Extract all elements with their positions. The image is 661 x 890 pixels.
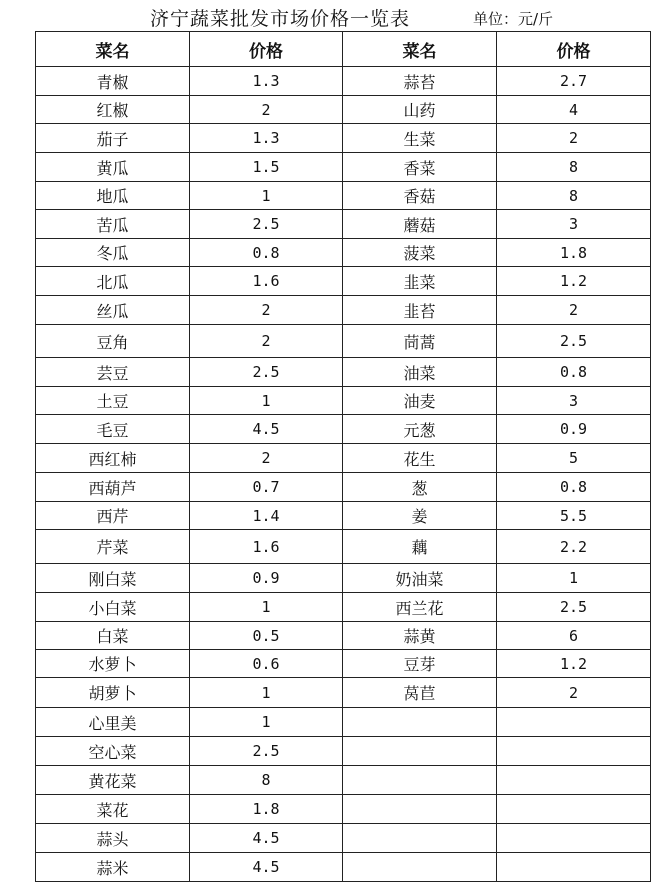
vegetable-name-cell: 菜花 <box>36 795 190 824</box>
price-cell: 0.8 <box>497 473 651 502</box>
table-row <box>36 502 651 530</box>
vegetable-name-cell: 胡萝卜 <box>36 678 190 708</box>
price-cell: 2 <box>190 96 343 124</box>
table-row <box>36 67 651 96</box>
vegetable-name-cell: 土豆 <box>36 387 190 415</box>
table-row <box>36 415 651 444</box>
price-cell: 2 <box>497 296 651 325</box>
vegetable-name-cell: 豆角 <box>36 325 190 358</box>
vegetable-name-cell <box>343 853 497 882</box>
table-row <box>36 593 651 622</box>
price-cell: 0.8 <box>497 358 651 387</box>
price-cell: 2.5 <box>497 593 651 622</box>
vegetable-name-cell: 地瓜 <box>36 182 190 210</box>
price-cell: 4.5 <box>190 853 343 882</box>
price-cell: 1.6 <box>190 530 343 564</box>
price-cell: 0.5 <box>190 622 343 650</box>
price-cell: 0.9 <box>190 564 343 593</box>
vegetable-name-cell: 水萝卜 <box>36 650 190 678</box>
unit-label: 单位：元/斤 <box>473 10 554 28</box>
price-cell: 2.5 <box>190 358 343 387</box>
table-row <box>36 325 651 358</box>
price-cell: 1.2 <box>497 267 651 296</box>
vegetable-name-cell: 丝瓜 <box>36 296 190 325</box>
price-cell: 2.5 <box>497 325 651 358</box>
vegetable-name-cell: 西兰花 <box>343 593 497 622</box>
price-cell: 5 <box>497 444 651 473</box>
table-row <box>36 153 651 182</box>
price-cell: 1.4 <box>190 502 343 530</box>
price-cell: 8 <box>190 766 343 795</box>
price-cell: 4 <box>497 96 651 124</box>
vegetable-name-cell: 芹菜 <box>36 530 190 564</box>
price-cell: 2 <box>497 678 651 708</box>
table-row <box>36 678 651 708</box>
title-bar <box>0 0 661 32</box>
price-cell: 3 <box>497 210 651 239</box>
table-row <box>36 182 651 210</box>
price-cell: 1 <box>190 387 343 415</box>
vegetable-name-cell: 冬瓜 <box>36 239 190 267</box>
vegetable-name-cell: 白菜 <box>36 622 190 650</box>
price-cell: 1.8 <box>190 795 343 824</box>
header-price-2: 价格 <box>497 32 651 67</box>
table-row <box>36 239 651 267</box>
price-cell: 1.3 <box>190 67 343 96</box>
price-cell: 4.5 <box>190 824 343 853</box>
vegetable-name-cell: 茄子 <box>36 124 190 153</box>
vegetable-name-cell: 香菜 <box>343 153 497 182</box>
price-cell <box>497 824 651 853</box>
vegetable-name-cell: 苦瓜 <box>36 210 190 239</box>
price-table <box>35 31 651 882</box>
table-row <box>36 387 651 415</box>
vegetable-name-cell: 葱 <box>343 473 497 502</box>
price-cell: 3 <box>497 387 651 415</box>
table-row <box>36 296 651 325</box>
table-row <box>36 473 651 502</box>
vegetable-name-cell: 蘑菇 <box>343 210 497 239</box>
price-cell <box>497 766 651 795</box>
vegetable-name-cell: 韭菜 <box>343 267 497 296</box>
price-cell: 2.5 <box>190 737 343 766</box>
table-row <box>36 444 651 473</box>
price-cell: 0.8 <box>190 239 343 267</box>
table-row <box>36 853 651 882</box>
vegetable-name-cell: 油麦 <box>343 387 497 415</box>
vegetable-name-cell: 北瓜 <box>36 267 190 296</box>
price-cell: 1.3 <box>190 124 343 153</box>
vegetable-name-cell: 黄花菜 <box>36 766 190 795</box>
vegetable-name-cell: 花生 <box>343 444 497 473</box>
table-row <box>36 766 651 795</box>
page-title: 济宁蔬菜批发市场价格一览表 <box>150 8 411 30</box>
price-cell <box>497 708 651 737</box>
vegetable-name-cell: 蒜黄 <box>343 622 497 650</box>
vegetable-name-cell: 毛豆 <box>36 415 190 444</box>
vegetable-name-cell: 蒜头 <box>36 824 190 853</box>
price-cell: 0.6 <box>190 650 343 678</box>
vegetable-name-cell: 香菇 <box>343 182 497 210</box>
vegetable-name-cell: 元葱 <box>343 415 497 444</box>
price-cell: 8 <box>497 182 651 210</box>
table-row <box>36 650 651 678</box>
price-cell: 2.5 <box>190 210 343 239</box>
vegetable-name-cell: 姜 <box>343 502 497 530</box>
table-row <box>36 564 651 593</box>
vegetable-name-cell: 空心菜 <box>36 737 190 766</box>
price-cell: 1 <box>190 708 343 737</box>
vegetable-name-cell: 莴苣 <box>343 678 497 708</box>
price-cell: 0.7 <box>190 473 343 502</box>
price-cell: 1 <box>497 564 651 593</box>
price-cell: 0.9 <box>497 415 651 444</box>
table-row <box>36 124 651 153</box>
price-cell: 1.5 <box>190 153 343 182</box>
vegetable-name-cell <box>343 766 497 795</box>
vegetable-name-cell: 油菜 <box>343 358 497 387</box>
price-cell: 5.5 <box>497 502 651 530</box>
table-row <box>36 96 651 124</box>
vegetable-name-cell <box>343 795 497 824</box>
vegetable-name-cell: 黄瓜 <box>36 153 190 182</box>
vegetable-name-cell: 芸豆 <box>36 358 190 387</box>
vegetable-name-cell: 豆芽 <box>343 650 497 678</box>
table-row <box>36 795 651 824</box>
price-cell: 2.2 <box>497 530 651 564</box>
vegetable-name-cell: 生菜 <box>343 124 497 153</box>
vegetable-name-cell: 蒜米 <box>36 853 190 882</box>
price-cell: 2.7 <box>497 67 651 96</box>
price-cell <box>497 737 651 766</box>
price-cell: 2 <box>190 325 343 358</box>
vegetable-name-cell: 青椒 <box>36 67 190 96</box>
vegetable-name-cell: 小白菜 <box>36 593 190 622</box>
table-row <box>36 622 651 650</box>
table-row <box>36 824 651 853</box>
vegetable-name-cell: 刚白菜 <box>36 564 190 593</box>
vegetable-name-cell <box>343 737 497 766</box>
table-row <box>36 267 651 296</box>
price-cell: 1 <box>190 678 343 708</box>
vegetable-name-cell: 西葫芦 <box>36 473 190 502</box>
vegetable-name-cell: 西芹 <box>36 502 190 530</box>
table-row <box>36 737 651 766</box>
price-cell: 2 <box>497 124 651 153</box>
price-cell <box>497 853 651 882</box>
header-price-1: 价格 <box>190 32 343 67</box>
table-row <box>36 530 651 564</box>
vegetable-name-cell: 心里美 <box>36 708 190 737</box>
price-cell: 2 <box>190 296 343 325</box>
table-body <box>36 67 651 882</box>
vegetable-name-cell: 蒜苔 <box>343 67 497 96</box>
vegetable-name-cell: 奶油菜 <box>343 564 497 593</box>
price-cell: 1 <box>190 182 343 210</box>
price-cell: 4.5 <box>190 415 343 444</box>
vegetable-name-cell <box>343 824 497 853</box>
price-cell: 1.2 <box>497 650 651 678</box>
header-name-2: 菜名 <box>343 32 497 67</box>
table-row <box>36 358 651 387</box>
price-cell <box>497 795 651 824</box>
vegetable-name-cell <box>343 708 497 737</box>
header-name-1: 菜名 <box>36 32 190 67</box>
price-cell: 1.6 <box>190 267 343 296</box>
table-row <box>36 210 651 239</box>
price-cell: 1.8 <box>497 239 651 267</box>
vegetable-name-cell: 茼蒿 <box>343 325 497 358</box>
vegetable-name-cell: 韭苔 <box>343 296 497 325</box>
table-header-row <box>36 32 651 67</box>
table-row <box>36 708 651 737</box>
vegetable-name-cell: 菠菜 <box>343 239 497 267</box>
vegetable-name-cell: 藕 <box>343 530 497 564</box>
price-cell: 1 <box>190 593 343 622</box>
vegetable-name-cell: 红椒 <box>36 96 190 124</box>
vegetable-name-cell: 西红柿 <box>36 444 190 473</box>
price-cell: 8 <box>497 153 651 182</box>
price-cell: 2 <box>190 444 343 473</box>
price-cell: 6 <box>497 622 651 650</box>
vegetable-name-cell: 山药 <box>343 96 497 124</box>
